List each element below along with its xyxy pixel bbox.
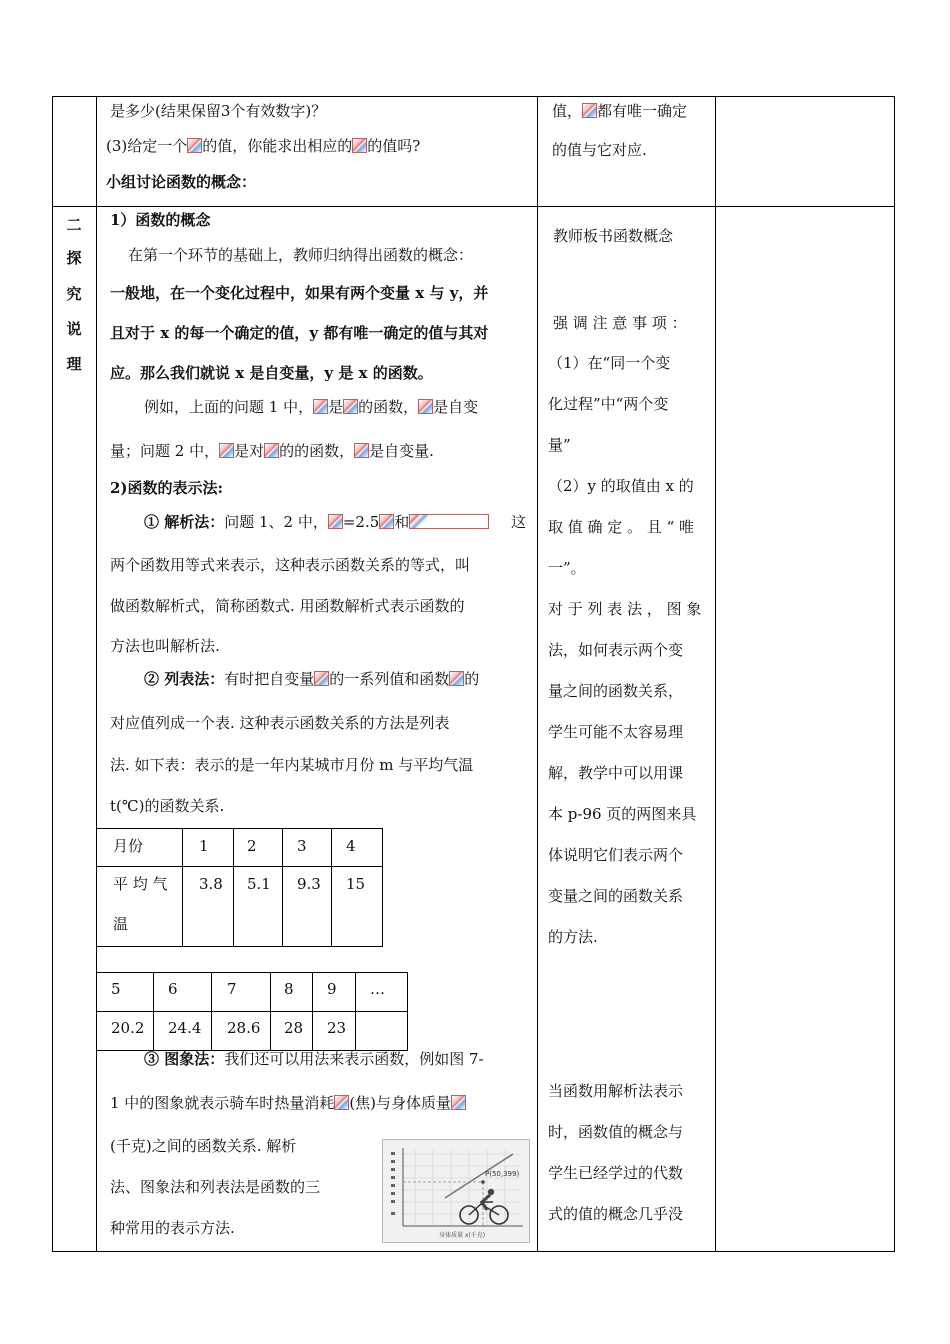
stage-char-1: 二 <box>66 216 82 234</box>
heading-function-concept: 1）函数的概念 <box>110 211 211 229</box>
note-line: 一”。 <box>548 559 586 577</box>
table-border-top <box>52 96 895 97</box>
note-line: 时，函数值的概念与 <box>548 1123 684 1141</box>
method-3-a: 我们还可以用法来表示函数，例如图 7- <box>224 1050 484 1068</box>
intro-text: 在第一个环节的基础上，教师归纳得出函数的概念： <box>128 246 474 264</box>
note-board-writing: 教师板书函数概念 <box>553 227 674 245</box>
method-3-line-2-b: (焦)与身体质量 <box>349 1094 452 1112</box>
note-line: 的方法. <box>548 928 598 946</box>
top-line-1: 是多少(结果保留3个有效数字)？ <box>110 102 327 120</box>
note-line: 量” <box>548 436 571 454</box>
group-discussion-heading: 小组讨论函数的概念： <box>106 173 257 191</box>
table-cell: 3 <box>297 837 307 855</box>
broken-image-icon <box>418 399 433 414</box>
top-line-2 <box>106 136 420 156</box>
broken-image-icon <box>187 138 202 153</box>
stage-char-5: 理 <box>66 355 82 373</box>
table-border-bottom <box>52 1251 895 1252</box>
note-line: 式的值的概念几乎没 <box>548 1205 684 1223</box>
figure-point-label: P(50,399) <box>485 1170 520 1178</box>
method-1-line-3: 做函数解析式，简称函数式. 用函数解析式表示函数的 <box>110 597 465 615</box>
method-1-label: ① 解析法： <box>144 513 225 531</box>
broken-image-icon <box>313 399 328 414</box>
definition-line-1: 一般地，在一个变化过程中，如果有两个变量 x 与 y，并 <box>110 284 489 302</box>
method-2-line-2: 对应值列成一个表. 这种表示函数关系的方法是列表 <box>110 714 450 732</box>
note-line: 学生已经学过的代数 <box>548 1164 684 1182</box>
note-line: 解，教学中可以用课 <box>548 764 684 782</box>
stage-char-3: 究 <box>66 285 82 303</box>
method-3-line-2 <box>110 1093 466 1113</box>
note-line: 对 于 列 表 法 ， 图 象 <box>548 600 702 618</box>
table-border-left <box>52 96 53 1252</box>
note-line: 法，如何表示两个变 <box>548 641 684 659</box>
example-line-2 <box>110 441 434 461</box>
example-line-1-c: 的函数， <box>358 398 419 416</box>
top-right-line-1-b: 都有唯一确定 <box>597 102 688 120</box>
table-cell: 24.4 <box>168 1019 202 1037</box>
method-1-d: 这 <box>511 513 527 531</box>
table-cell: 15 <box>346 875 366 893</box>
top-line-2-a: (3)给定一个 <box>106 137 188 155</box>
broken-image-icon <box>334 1095 349 1110</box>
table-cell: 温 <box>113 915 129 933</box>
top-line-2-b: 的值，你能求出相应的 <box>202 137 353 155</box>
method-2-label: ② 列表法： <box>144 670 225 688</box>
table-cell: 5 <box>111 980 121 998</box>
method-1-c: 和 <box>394 513 410 531</box>
broken-image-icon <box>328 514 343 529</box>
method-1-line-4: 方法也叫解析法. <box>110 637 220 655</box>
heading-representation: 2)函数的表示法: <box>110 479 224 497</box>
note-line: 化过程”中“两个变 <box>548 395 669 413</box>
table-border-right <box>894 96 895 1252</box>
table-cell: 6 <box>168 980 178 998</box>
method-2-line-1 <box>144 669 479 689</box>
example-line-2-b: 是对 <box>234 442 265 460</box>
table-cell: 20.2 <box>111 1019 145 1037</box>
method-3-line-1 <box>144 1049 484 1069</box>
broken-image-icon <box>352 138 367 153</box>
method-1-line-2: 两个函数用等式来表示，这种表示函数关系的等式，叫 <box>110 556 471 574</box>
table-cell: 5.1 <box>247 875 271 893</box>
table-cell: 8 <box>284 980 294 998</box>
table-col-divider-3 <box>715 96 716 1252</box>
table-cell: 2 <box>247 837 257 855</box>
table-cell: … <box>370 980 385 998</box>
table-cell: 9.3 <box>297 875 321 893</box>
table-col-divider-2 <box>537 96 538 1252</box>
broken-image-icon <box>451 1095 466 1110</box>
note-line: 取 值 确 定 。 且 “ 唯 <box>548 518 695 536</box>
method-1-b: =2.5 <box>342 513 380 531</box>
table-border-row <box>52 206 895 207</box>
example-line-1-d: 是自变 <box>433 398 479 416</box>
table-cell: 28.6 <box>227 1019 261 1037</box>
table-cell: 23 <box>327 1019 347 1037</box>
top-right-line-1-a: 值， <box>552 102 583 120</box>
table-cell: 4 <box>346 837 356 855</box>
figure-x-axis-label: 身体质量 x(千克) <box>439 1232 486 1239</box>
broken-image-icon <box>314 671 329 686</box>
method-3-line-5: 种常用的表示方法. <box>110 1219 235 1237</box>
note-line: 本 p-96 页的两图来具 <box>548 805 697 823</box>
example-line-1 <box>144 397 478 417</box>
example-line-2-a: 量；问题 2 中， <box>110 442 220 460</box>
note-line: 学生可能不太容易理 <box>548 723 684 741</box>
note-line: （2）y 的取值由 x 的 <box>548 477 694 495</box>
table-cell: 平 均 气 <box>113 875 168 893</box>
broken-image-icon <box>379 514 394 529</box>
stage-char-4: 说 <box>66 320 82 338</box>
definition-line-2: 且对于 x 的每一个确定的值，y 都有唯一确定的值与其对 <box>110 324 489 342</box>
method-2-line-3: 法. 如下表：表示的是一年内某城市月份 m 与平均气温 <box>110 756 474 774</box>
broken-image-icon <box>264 443 279 458</box>
note-line: 当函数用解析法表示 <box>548 1082 684 1100</box>
method-3-line-3: (千克)之间的函数关系. 解析 <box>110 1137 297 1155</box>
example-line-1-b: 是 <box>328 398 344 416</box>
note-line: 变量之间的函数关系 <box>548 887 684 905</box>
top-right-line-2: 的值与它对应. <box>552 141 647 159</box>
table-cell: 9 <box>327 980 337 998</box>
note-emphasis: 强 调 注 意 事 项 ： <box>553 314 687 332</box>
note-line: （1）在“同一个变 <box>548 354 671 372</box>
cycling-figure <box>382 1139 530 1243</box>
table-cell: 月份 <box>113 837 144 855</box>
method-3-label: ③ 图象法： <box>144 1050 225 1068</box>
method-3-line-4: 法、图象法和列表法是函数的三 <box>110 1178 321 1196</box>
table-cell: 3.8 <box>199 875 223 893</box>
broken-image-icon <box>354 443 369 458</box>
top-line-2-c: 的值吗? <box>367 137 421 155</box>
broken-image-icon <box>449 671 464 686</box>
broken-image-icon <box>409 514 489 529</box>
example-line-2-c: 的的函数， <box>279 442 355 460</box>
method-2-a: 有时把自变量 <box>224 670 315 688</box>
top-right-line-1 <box>552 101 687 121</box>
method-2-c: 的 <box>464 670 480 688</box>
example-line-2-d: 是自变量. <box>369 442 434 460</box>
broken-image-icon <box>343 399 358 414</box>
note-text-block <box>548 343 708 958</box>
broken-image-icon <box>582 103 597 118</box>
method-3-line-2-a: 1 中的图象就表示骑车时热量消耗 <box>110 1094 335 1112</box>
table-col-divider-1 <box>96 96 97 1252</box>
definition-line-3: 应。那么我们就说 x 是自变量，y 是 x 的函数。 <box>110 364 433 382</box>
note-line: 体说明它们表示两个 <box>548 846 684 864</box>
table-cell: 1 <box>199 837 209 855</box>
example-line-1-a: 例如，上面的问题 1 中， <box>144 398 314 416</box>
note-text-block-2 <box>548 1071 708 1235</box>
method-1-line-1 <box>144 512 489 532</box>
broken-image-icon <box>219 443 234 458</box>
method-2-line-4: t(℃)的函数关系. <box>110 797 225 815</box>
stage-char-2: 探 <box>66 249 82 267</box>
method-2-b: 的一系列值和函数 <box>329 670 450 688</box>
table-cell: 28 <box>284 1019 304 1037</box>
table-cell: 7 <box>227 980 237 998</box>
method-1-a: 问题 1、2 中， <box>224 513 328 531</box>
note-line: 量之间的函数关系， <box>548 682 684 700</box>
